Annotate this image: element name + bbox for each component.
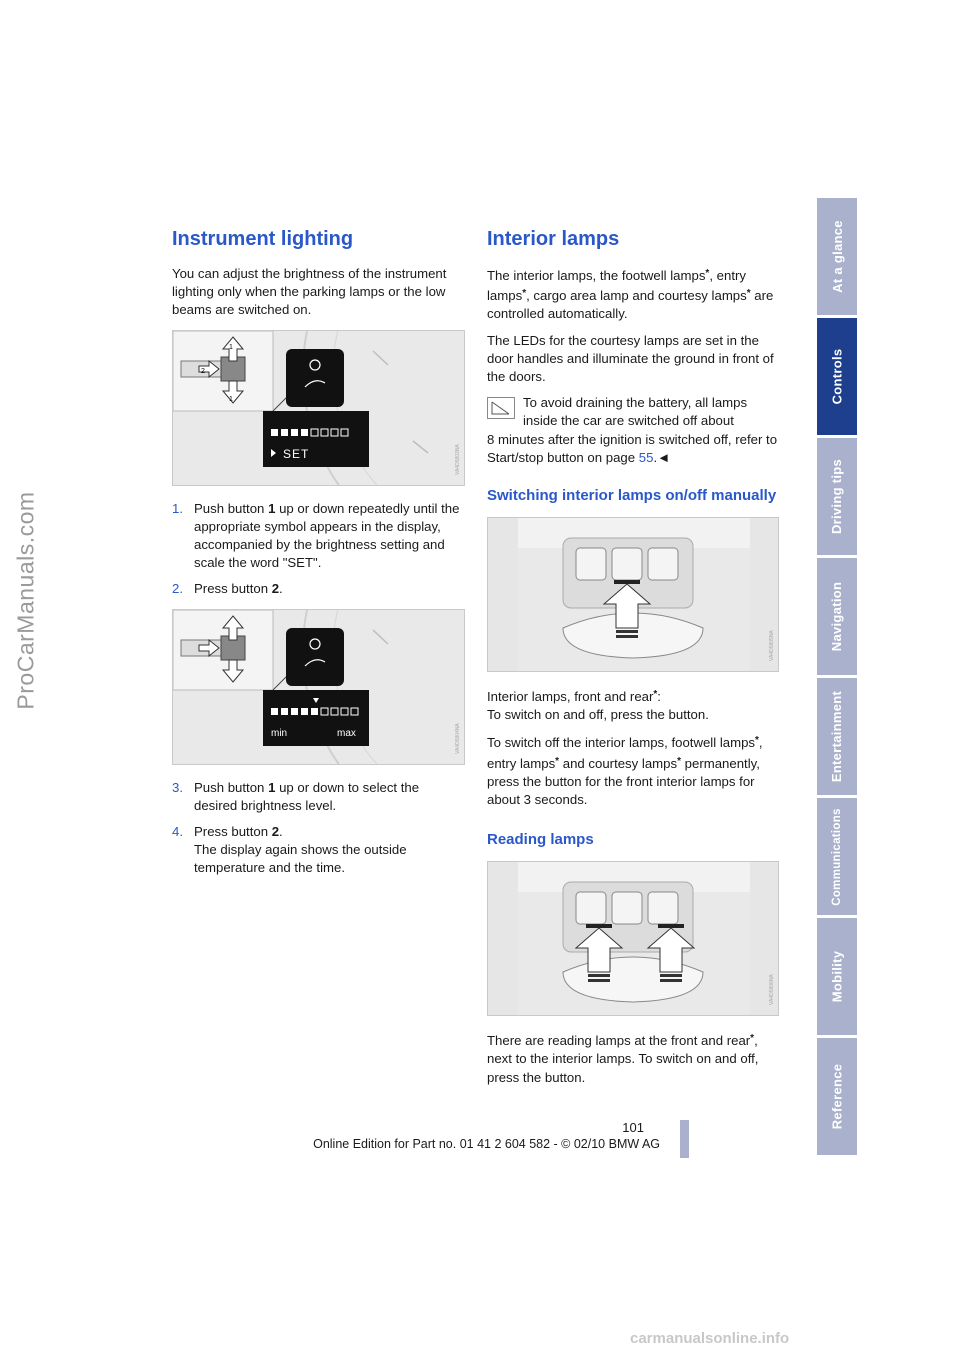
- max-label: max: [337, 727, 356, 739]
- label-two: 2: [201, 367, 205, 375]
- chapter-tabs: [817, 198, 857, 1158]
- instrument-brightness-illustration: [173, 610, 465, 765]
- page-number: 101: [622, 1120, 644, 1135]
- tab-navigation[interactable]: Navigation: [817, 558, 857, 675]
- paragraph-front-rear: Interior lamps, front and rear*: To switch on and off, press the button.: [487, 689, 709, 723]
- paragraph-leds: The LEDs for the courtesy lamps are set in the door handles and illuminate the ground in front of the doors.: [487, 332, 774, 385]
- svg-text:1: 1: [229, 395, 233, 403]
- heading-instrument-lighting: Instrument lighting: [172, 228, 354, 250]
- footer-bar: [680, 1120, 689, 1158]
- tab-reference[interactable]: Reference: [817, 1038, 857, 1155]
- tab-driving-tips[interactable]: Driving tips: [817, 438, 857, 555]
- step-2: 2. Press button 2.: [172, 581, 283, 597]
- paragraph-reading-lamps: There are reading lamps at the front and rear*, next to the interior lamps. To switch on and off, press the button.: [487, 1033, 759, 1085]
- reading-lamp-illustration: [488, 862, 779, 1016]
- figure-code: VA4D5805NA: [769, 630, 775, 662]
- figure-interior-lamp-button: [487, 517, 779, 672]
- heading-interior-lamps: Interior lamps: [487, 228, 620, 250]
- set-label: SET: [283, 446, 310, 461]
- light-button-box: [286, 349, 344, 407]
- battery-note-continued: 8 minutes after the ignition is switched off, refer to Start/stop button on page 55.◄: [487, 431, 778, 465]
- paragraph-switch-off: To switch off the interior lamps, footwell lamps*, entry lamps* and courtesy lamps* permanently, press the button for the front interior lamps for about 3 seconds.: [487, 735, 763, 808]
- figure-brightness-scale: [172, 609, 465, 765]
- tab-at-a-glance[interactable]: At a glance: [817, 198, 857, 315]
- subheading-switching-lamps: Switching interior lamps on/off manually: [487, 487, 777, 505]
- bottom-watermark: carmanualsonline.info: [630, 1330, 790, 1347]
- figure-set-display: [172, 330, 465, 486]
- label-one: 1: [229, 343, 233, 351]
- edition-line: Online Edition for Part no. 01 41 2 604 582 - © 02/10 BMW AG: [313, 1137, 660, 1151]
- min-label: min: [271, 727, 288, 739]
- intro-paragraph: You can adjust the brightness of the instrument lighting only when the parking lamps or the low beams are switched on.: [172, 266, 447, 318]
- figure-code: VA4D5806NA: [769, 974, 775, 1006]
- paragraph-automatic: The interior lamps, the footwell lamps*, entry lamps*, cargo area lamp and courtesy lamps* are controlled automatically.: [487, 268, 774, 322]
- tab-controls[interactable]: Controls: [817, 318, 857, 435]
- figure-code: VA4D5803NA: [455, 443, 461, 475]
- watermark-text: ProCarManuals.com: [12, 490, 39, 710]
- step-1: 1. Push button 1 up or down repeatedly until the appropriate symbol appears in the display, accompanied by the brightness setting and scale the word "SET".: [172, 500, 460, 571]
- figure-reading-lamps: [487, 861, 779, 1016]
- interior-lamp-illustration: [488, 518, 779, 672]
- step-3: 3. Push button 1 up or down to select the desired brightness level.: [172, 779, 420, 813]
- subheading-reading-lamps: Reading lamps: [487, 831, 594, 849]
- display-panel: [263, 411, 369, 467]
- instrument-set-illustration: [173, 331, 465, 486]
- right-column: [487, 228, 779, 1095]
- step-4: 4. Press button 2. The display again shows the outside temperature and the time.: [172, 824, 407, 876]
- battery-note: To avoid draining the battery, all lamps inside the car are switched off about: [487, 394, 779, 430]
- left-column: [172, 228, 465, 886]
- note-icon: [487, 397, 515, 419]
- side-watermark: [6, 250, 46, 950]
- tab-entertainment[interactable]: Entertainment: [817, 678, 857, 795]
- figure-code: VA4D5804NA: [455, 722, 461, 754]
- page-link-55[interactable]: 55: [638, 449, 654, 465]
- tab-mobility[interactable]: Mobility: [817, 918, 857, 1035]
- tab-communications[interactable]: Communications: [817, 798, 857, 915]
